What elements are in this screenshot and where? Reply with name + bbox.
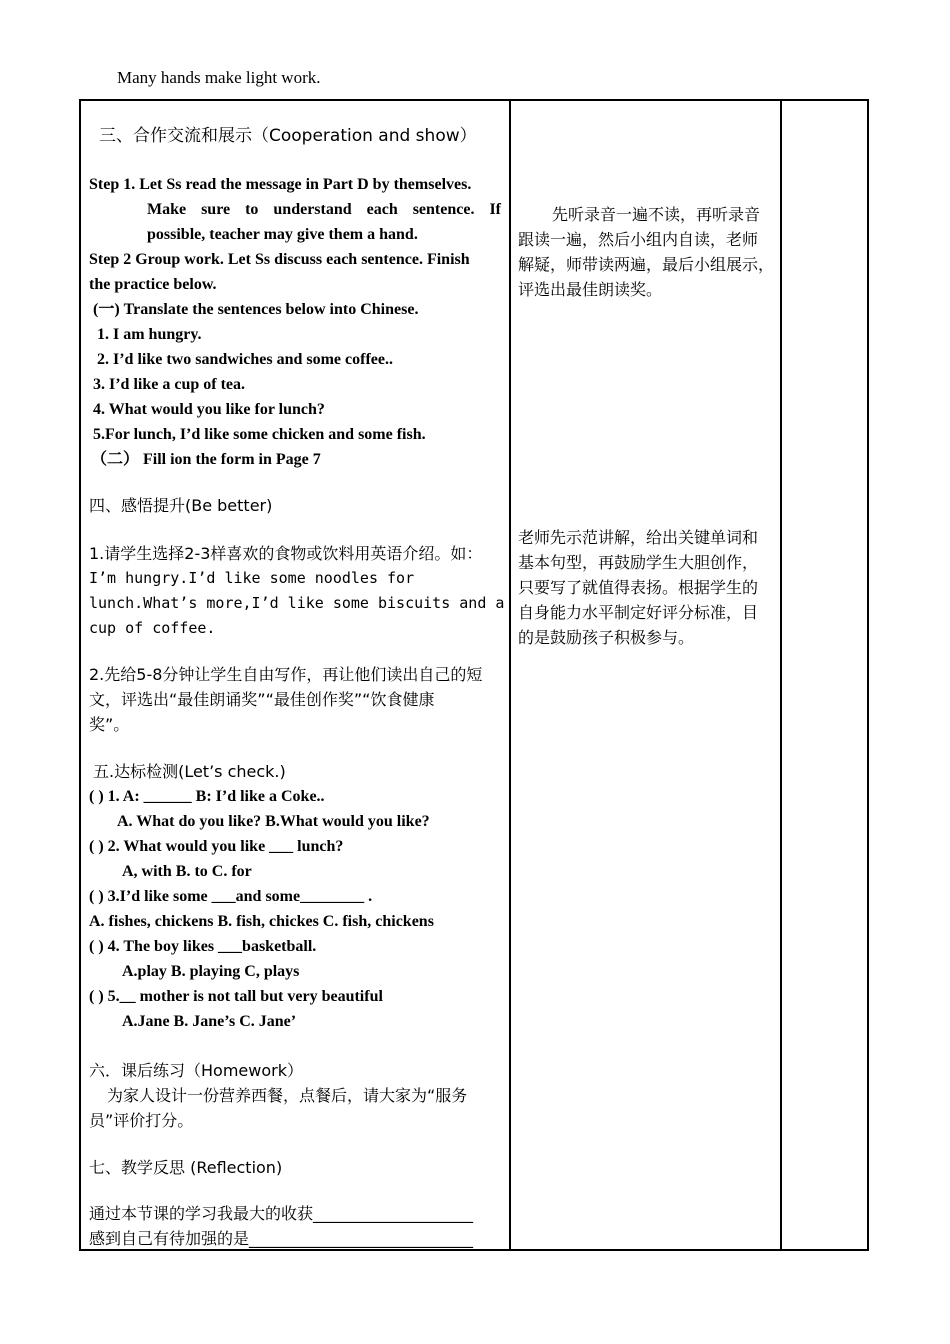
section-4-title: 四、感悟提升(Be better) [89,496,273,515]
section-4-para-1-line-2: I’m hungry.I’d like some noodles for [89,569,415,587]
column-divider-1 [509,101,511,1249]
reflection-line-1: 通过本节课的学习我最大的收获____________________ [89,1204,474,1223]
step2-line-1: Step 2 Group work. Let Ss discuss each sentence. Finish [89,251,470,268]
section-4-para-1-line-3: lunch.What’s more,I’d like some biscuits and a [89,594,505,612]
proverb: Many hands make light work. [117,68,321,87]
quiz-q1: ( ) 1. A: ______ B: I’d like a Coke.. [89,788,325,805]
lesson-plan-table [79,99,869,1251]
note-1-line-2: 跟读一遍，然后小组内自读，老师 [518,230,759,249]
section-4-para-1-line-4: cup of coffee. [89,619,216,637]
part-1-title: (一) Translate the sentences below into Chinese. [93,301,419,318]
quiz-q5-options: A.Jane B. Jane’s C. Jane’ [122,1013,297,1030]
section-3-title: 三、合作交流和展示（Cooperation and show） [99,126,477,146]
translate-item-4: 4. What would you like for lunch? [93,401,325,418]
quiz-q4: ( ) 4. The boy likes ___basketball. [89,938,317,955]
note-2-line-1: 老师先示范讲解，给出关键单词和 [518,528,759,547]
section-4-para-2-line-3: 奖”。 [89,715,130,734]
section-4-para-2-line-2: 文，评选出“最佳朗诵奖”“最佳创作奖”“饮食健康 [89,690,435,709]
quiz-q2: ( ) 2. What would you like ___ lunch? [89,838,344,855]
translate-item-5: 5.For lunch, I’d like some chicken and some fish. [93,426,426,443]
quiz-q3-options: A. fishes, chickens B. fish, chickes C. fish, chickens [89,913,434,930]
step1-line-3: possible, teacher may give them a hand. [147,226,418,243]
section-6-para-line-1: 为家人设计一份营养西餐，点餐后，请大家为“服务 [107,1086,468,1105]
note-2-line-2: 基本句型，再鼓励学生大胆创作， [518,553,759,572]
step2-line-2: the practice below. [89,276,217,293]
section-4-para-1-line-1: 1.请学生选择2-3样喜欢的食物或饮料用英语介绍。如： [89,544,483,563]
note-1-line-1: 先听录音一遍不读，再听录音 [552,205,761,224]
translate-item-2: 2. I’d like two sandwiches and some coffee.. [97,351,393,368]
note-1-line-4: 评选出最佳朗读奖。 [518,280,663,299]
column-divider-2 [780,101,782,1249]
section-6-title: 六．课后练习（Homework） [89,1061,303,1080]
quiz-q2-options: A, with B. to C. for [122,863,252,880]
translate-item-3: 3. I’d like a cup of tea. [93,376,245,393]
note-2-line-4: 自身能力水平制定好评分标准，目 [518,603,759,622]
quiz-q5: ( ) 5.__ mother is not tall but very beautiful [89,988,383,1005]
section-4-para-2-line-1: 2.先给5-8分钟让学生自由写作，再让他们读出自己的短 [89,665,483,684]
translate-item-1: 1. I am hungry. [97,326,202,343]
step1-line-2: Make sure to understand each sentence. If [147,201,501,218]
step1-line-1: Step 1. Let Ss read the message in Part D by themselves. [89,176,472,193]
note-1-line-3: 解疑，师带读两遍，最后小组展示， [518,255,775,274]
quiz-q1-options: A. What do you like? B.What would you like? [117,813,430,830]
note-2-line-3: 只要写了就值得表扬。根据学生的 [518,578,759,597]
quiz-q4-options: A.play B. playing C, plays [122,963,300,980]
part-2-title: （二） Fill ion the form in Page 7 [91,451,321,468]
quiz-q3: ( ) 3.I’d like some ___and some________ . [89,888,373,905]
reflection-line-2: 感到自己有待加强的是____________________________ [89,1229,474,1248]
section-5-title: 五.达标检测(Let’s check.) [93,762,286,781]
section-7-title: 七、教学反思 (Reflection) [89,1158,283,1177]
section-6-para-line-2: 员”评价打分。 [89,1111,194,1130]
note-2-line-5: 的是鼓励孩子积极参与。 [518,628,695,647]
